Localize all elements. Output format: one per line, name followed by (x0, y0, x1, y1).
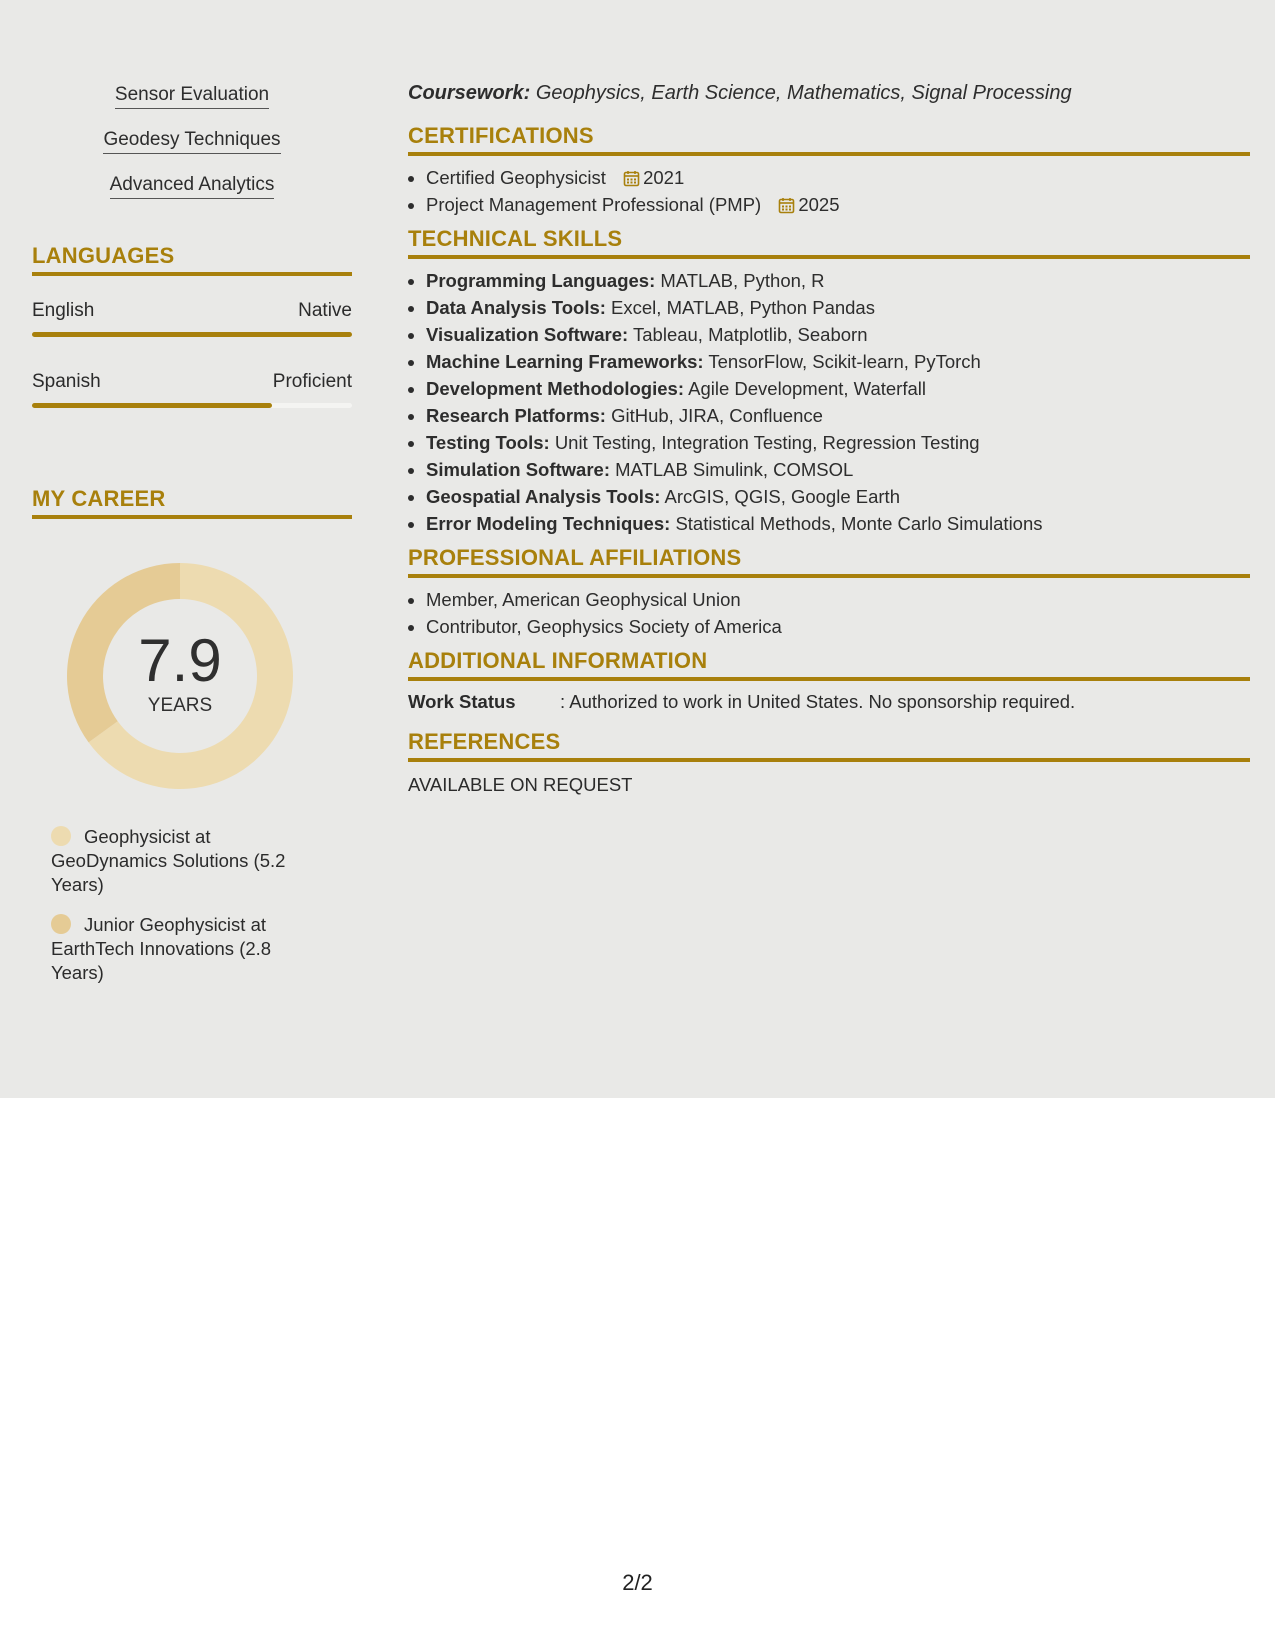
skill-label: Data Analysis Tools: (426, 297, 606, 318)
skill-label: Testing Tools: (426, 432, 550, 453)
certification-name: Project Management Professional (PMP) (426, 194, 762, 215)
certification-name: Certified Geophysicist (426, 167, 606, 188)
technical-skills-heading: TECHNICAL SKILLS (408, 226, 1250, 259)
skill-item (426, 456, 1250, 483)
skill-value: Agile Development, Waterfall (688, 378, 926, 399)
skill-value: ArcGIS, QGIS, Google Earth (664, 486, 900, 507)
language-name: Spanish (32, 371, 101, 392)
legend-label: Junior Geophysicist at EarthTech Innovations (2.8 Years) (51, 914, 272, 983)
work-status-row (408, 691, 1250, 713)
language-proficiency-fill (32, 403, 272, 408)
skill-label: Research Platforms: (426, 405, 606, 426)
left-column (32, 84, 352, 1001)
skill-item (426, 267, 1250, 294)
references-heading: REFERENCES (408, 729, 1250, 762)
legend-dot (51, 826, 71, 846)
skill-label: Machine Learning Frameworks: (426, 351, 704, 372)
skill-item (426, 321, 1250, 348)
skill-tag: Sensor Evaluation (115, 84, 269, 109)
references-text: AVAILABLE ON REQUEST (408, 774, 633, 795)
career-total-unit: YEARS (147, 695, 213, 716)
affiliation-item: • Member, American Geophysical Union (426, 586, 1250, 613)
affiliations-heading: PROFESSIONAL AFFILIATIONS (408, 545, 1250, 578)
skill-value: Excel, MATLAB, Python Pandas (611, 297, 875, 318)
language-row (32, 300, 352, 322)
legend-label: Geophysicist at GeoDynamics Solutions (5.2 Years) (51, 826, 286, 895)
skill-value: Unit Testing, Integration Testing, Regression Testing (554, 432, 980, 453)
skill-value: TensorFlow, Scikit-learn, PyTorch (708, 351, 981, 372)
skill-label: Geospatial Analysis Tools: (426, 486, 661, 507)
career-section (32, 486, 352, 985)
career-legend (51, 825, 301, 985)
language-row (32, 371, 352, 393)
skill-value: Statistical Methods, Monte Carlo Simulations (675, 513, 1043, 534)
skill-label: Programming Languages: (426, 270, 656, 291)
calendar-icon (778, 197, 795, 214)
language-name: English (32, 300, 95, 321)
languages-section (32, 243, 352, 408)
affiliation-item: • Contributor, Geophysics Society of America (426, 613, 1250, 640)
additional-info-heading: ADDITIONAL INFORMATION (408, 648, 1250, 681)
legend-item (51, 825, 301, 897)
certification-item (426, 164, 1250, 191)
career-donut-chart (65, 561, 295, 791)
technical-skills-section (408, 226, 1250, 537)
certifications-heading: CERTIFICATIONS (408, 123, 1250, 156)
legend-item (51, 913, 301, 985)
legend-dot (51, 914, 71, 934)
skill-label: Error Modeling Techniques: (426, 513, 671, 534)
certification-year: 2021 (643, 167, 685, 188)
language-proficiency-bar (32, 332, 352, 337)
career-total-years: 7.9 (138, 627, 222, 694)
languages-heading: LANGUAGES (32, 243, 352, 276)
skill-item (426, 429, 1250, 456)
career-heading: MY CAREER (32, 486, 352, 519)
skill-item (426, 402, 1250, 429)
right-column (408, 82, 1250, 804)
affiliations-section (408, 545, 1250, 640)
skill-label: Simulation Software: (426, 459, 610, 480)
language-level: Proficient (272, 371, 352, 392)
coursework-label: Coursework: (408, 82, 531, 104)
calendar-icon (623, 170, 640, 187)
skill-item (426, 483, 1250, 510)
references-section (408, 729, 1250, 796)
language-proficiency-fill (32, 332, 352, 337)
skill-item (426, 348, 1250, 375)
skill-item (426, 375, 1250, 402)
work-status-label: Work Status (408, 691, 516, 712)
coursework-text: Geophysics, Earth Science, Mathematics, Signal Processing (535, 82, 1072, 104)
skill-label: Visualization Software: (426, 324, 629, 345)
language-level: Native (298, 300, 352, 321)
certifications-section (408, 123, 1250, 218)
certification-item (426, 191, 1250, 218)
skill-item (426, 294, 1250, 321)
skill-value: Tableau, Matplotlib, Seaborn (633, 324, 868, 345)
skill-tag: Advanced Analytics (110, 174, 275, 199)
donut-center (65, 561, 295, 791)
additional-info-section (408, 648, 1250, 713)
coursework-line (408, 82, 1250, 105)
certification-year: 2025 (798, 194, 840, 215)
skill-label: Development Methodologies: (426, 378, 684, 399)
skill-value: MATLAB Simulink, COMSOL (615, 459, 854, 480)
skill-item (426, 510, 1250, 537)
skill-value: MATLAB, Python, R (660, 270, 825, 291)
skill-value: GitHub, JIRA, Confluence (611, 405, 823, 426)
skill-tags (32, 84, 352, 219)
work-status-value: : Authorized to work in United States. No sponsorship required. (560, 691, 1076, 712)
skill-tag: Geodesy Techniques (103, 129, 280, 154)
page-number: 2/2 (622, 1570, 653, 1595)
language-proficiency-bar (32, 403, 352, 408)
